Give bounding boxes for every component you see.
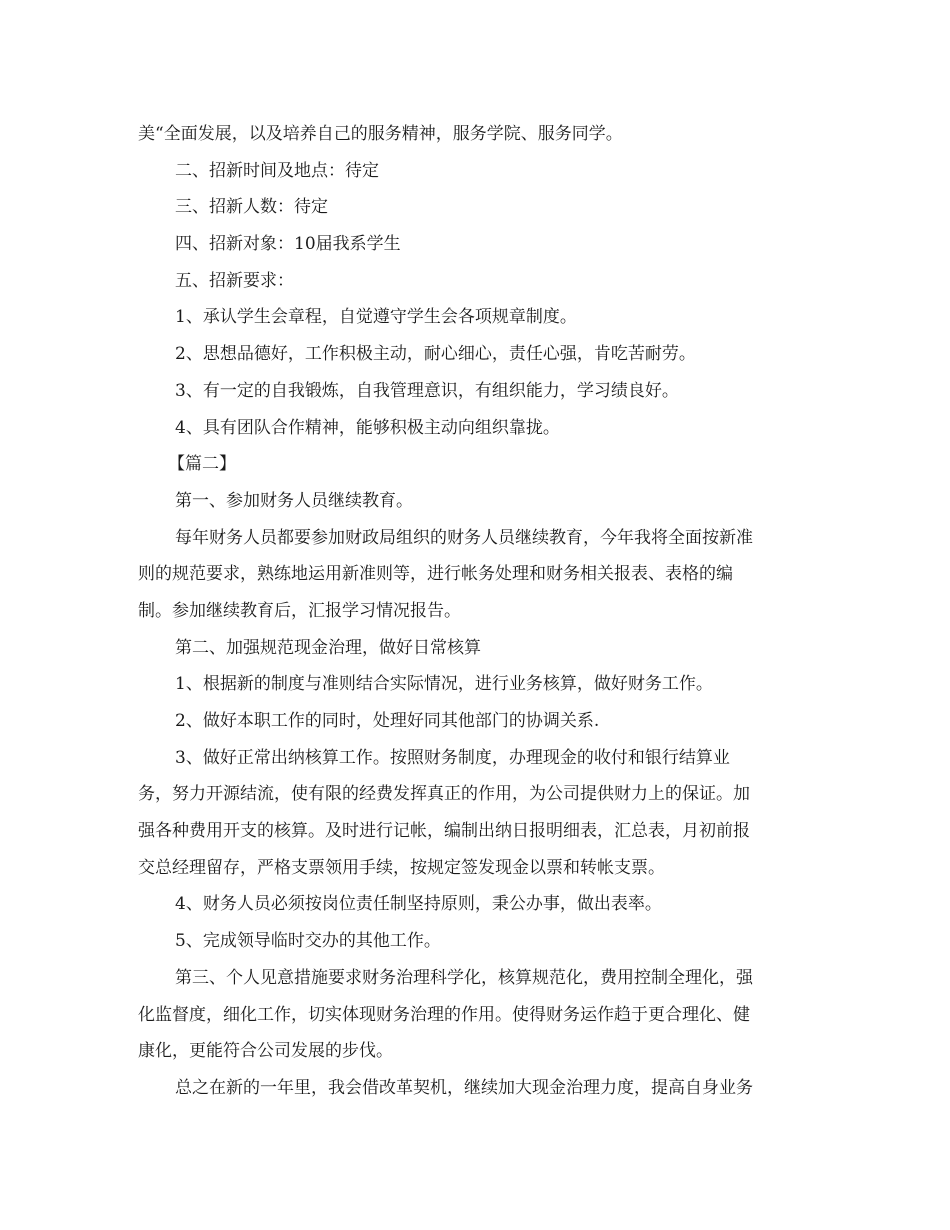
paragraph-line: 1、承认学生会章程，自觉遵守学生会各项规章制度。 <box>175 307 577 328</box>
paragraph-line: 2、做好本职工作的同时，处理好同其他部门的协调关系. <box>175 711 600 731</box>
paragraph-line: 美“全面发展，以及培养自己的服务精神，服务学院、服务同学。 <box>138 124 623 144</box>
paragraph-line: 四、招新对象：10届我系学生 <box>175 234 401 255</box>
paragraph-line: 二、招新时间及地点：待定 <box>175 160 379 181</box>
paragraph-line: 五、招新要求： <box>175 270 294 291</box>
paragraph-line: 4、财务人员必须按岗位责任制坚持原则，秉公办事，做出表率。 <box>175 894 662 915</box>
document-body <box>138 116 818 1107</box>
paragraph-line: 第二、加强规范现金治理，做好日常核算 <box>175 637 481 658</box>
paragraph-line: 则的规范要求，熟练地运用新准则等，进行帐务处理和财务相关报表、表格的编 <box>138 564 733 585</box>
paragraph-line: 3、做好正常出纳核算工作。按照财务制度，办理现金的收付和银行结算业 <box>175 747 730 768</box>
paragraph-line: 交总经理留存，严格支票领用手续，按规定签发现金以票和转帐支票。 <box>138 857 665 878</box>
paragraph-line: 第三、个人见意措施要求财务治理科学化，核算规范化，费用控制全理化，强 <box>175 967 753 988</box>
paragraph-line: 1、根据新的制度与准则结合实际情况，进行业务核算，做好财务工作。 <box>175 674 713 695</box>
paragraph-line: 务，努力开源结流，使有限的经费发挥真正的作用，为公司提供财力上的保证。加 <box>138 784 750 805</box>
paragraph-line: 每年财务人员都要参加财政局组织的财务人员继续教育，今年我将全面按新准 <box>175 527 753 548</box>
paragraph-line: 化监督度，细化工作，切实体现财务治理的作用。使得财务运作趋于更合理化、健 <box>138 1004 750 1025</box>
paragraph-line: 康化，更能符合公司发展的步伐。 <box>138 1041 393 1062</box>
section-heading: 【篇二】 <box>168 454 236 475</box>
paragraph-line: 3、有一定的自我锻炼，自我管理意识，有组织能力，学习绩良好。 <box>175 380 679 401</box>
paragraph-line: 2、思想品德好，工作积极主动，耐心细心，责任心强，肯吃苦耐劳。 <box>175 344 696 365</box>
paragraph-line: 第一、参加财务人员继续教育。 <box>175 490 413 511</box>
paragraph-line: 三、招新人数：待定 <box>175 197 328 218</box>
paragraph-line: 4、具有团队合作精神，能够积极主动向组织靠拢。 <box>175 417 560 438</box>
paragraph-line: 制。参加继续教育后，汇报学习情况报告。 <box>138 600 461 621</box>
paragraph-line: 总之在新的一年里，我会借改革契机，继续加大现金治理力度，提高自身业务 <box>175 1077 753 1098</box>
paragraph-line: 5、完成领导临时交办的其他工作。 <box>175 931 441 952</box>
paragraph-line: 强各种费用开支的核算。及时进行记帐，编制出纳日报明细表，汇总表，月初前报 <box>138 821 750 842</box>
